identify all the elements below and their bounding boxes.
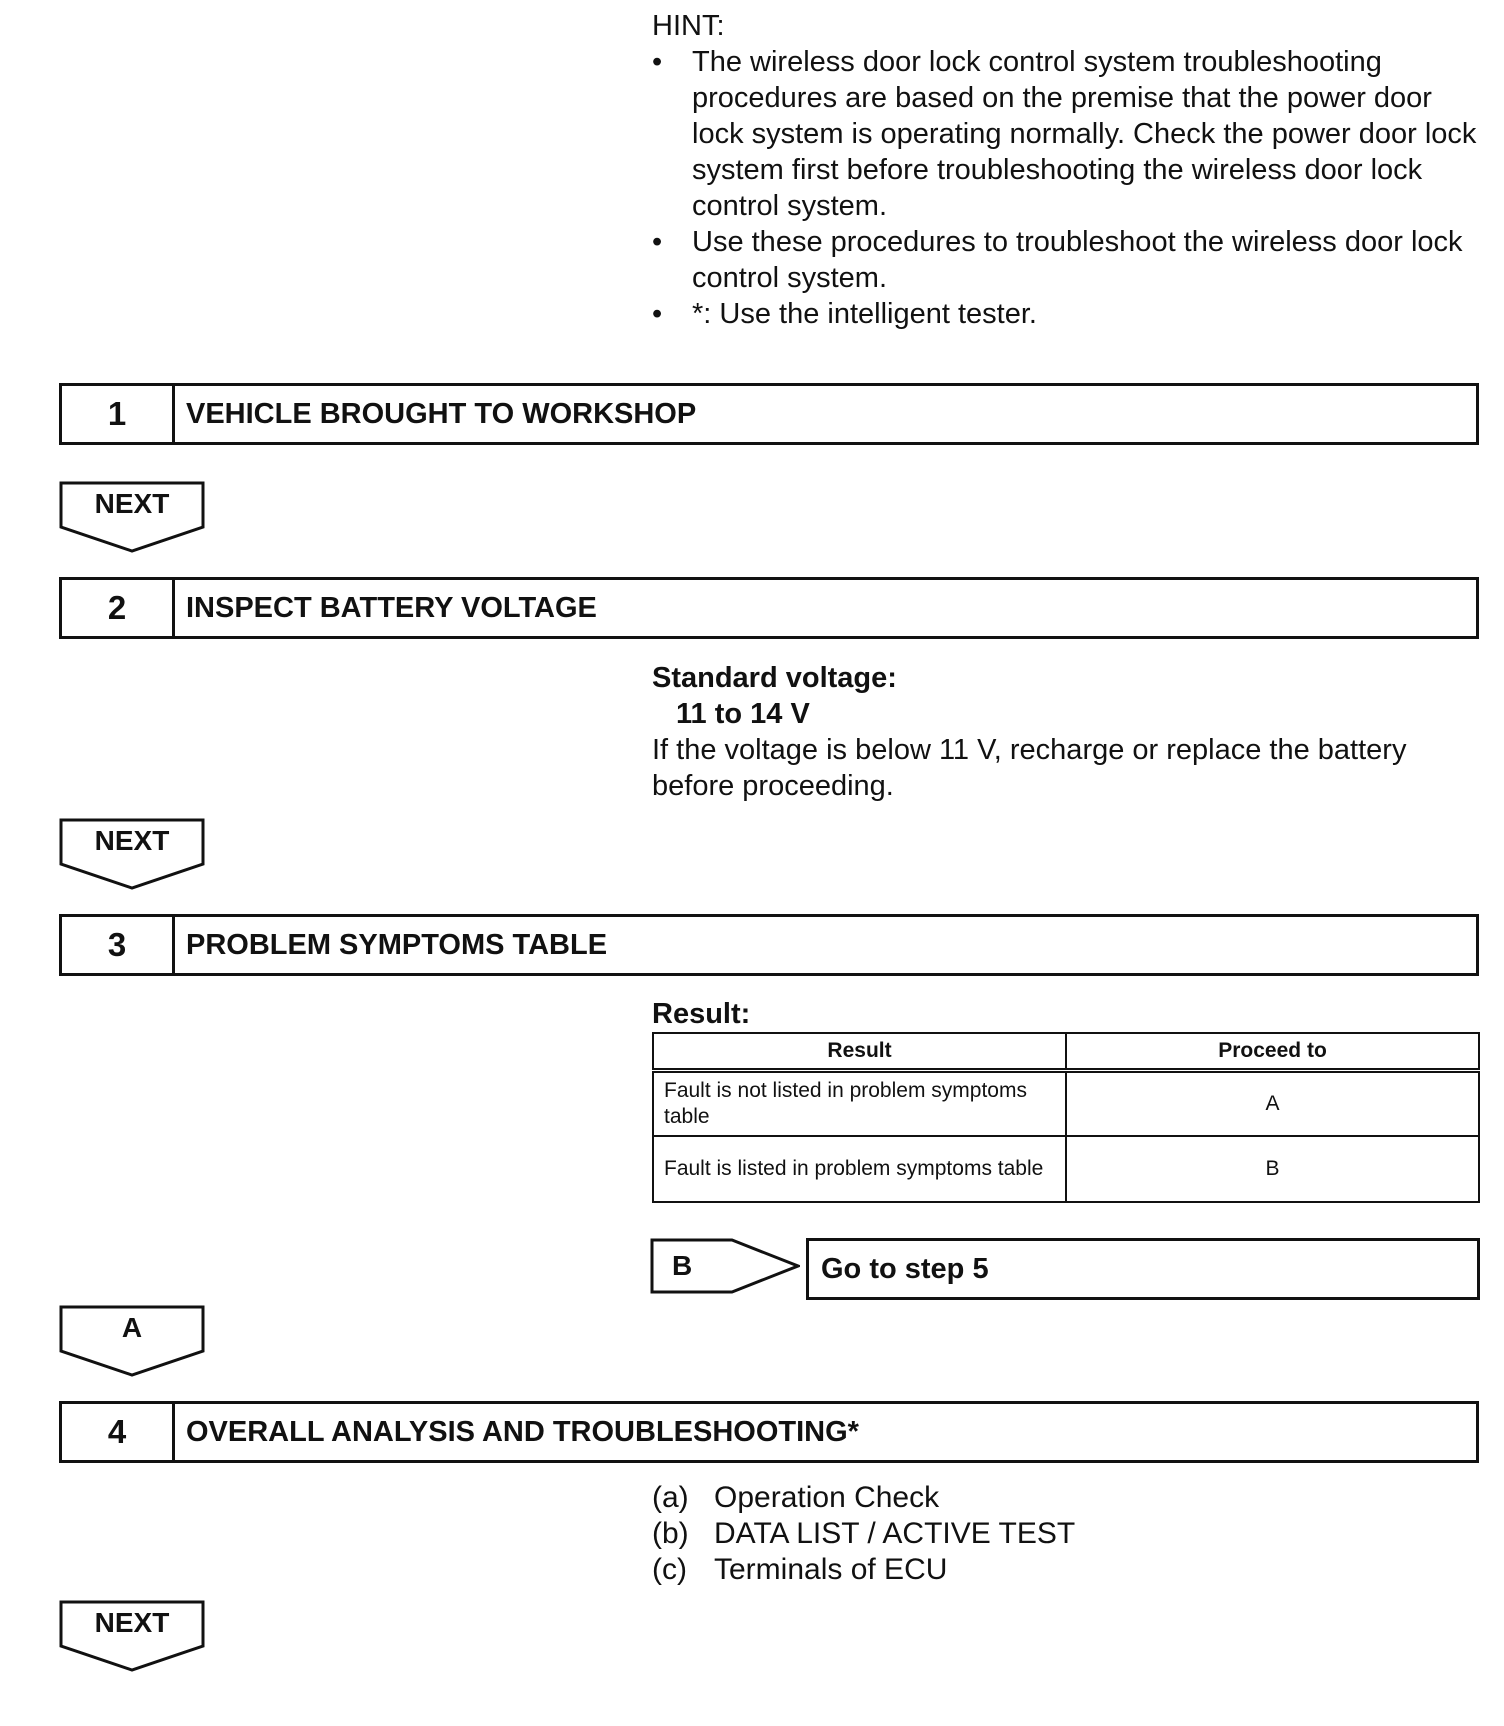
column-header-result: Result: [653, 1033, 1066, 1070]
hint-item-text: The wireless door lock control system troubleshooting procedures are based on the premise that the power door lock system is operating normally. Check the power door lock system first before troubleshooting the wireless door lock control system.: [692, 46, 1477, 222]
battery-note: If the voltage is below 11 V, recharge or replace the battery before proceeding.: [652, 734, 1407, 802]
table-row: [653, 1136, 1479, 1202]
bullet-icon: •: [652, 226, 663, 258]
step-4-header: [59, 1401, 1479, 1463]
step-number: 4: [62, 1404, 175, 1460]
list-item-tag: (a): [652, 1481, 689, 1514]
result-cell: Fault is not listed in problem symptoms table: [653, 1070, 1066, 1136]
list-item: [652, 1516, 1075, 1552]
next-arrow-4: [59, 1600, 205, 1672]
result-label: Result:: [652, 998, 751, 1030]
hint-item-text: *: Use the intelligent tester.: [692, 298, 1037, 330]
hint-item: [652, 224, 1482, 296]
step-number: 1: [62, 386, 175, 442]
standard-voltage-value: 11 to 14 V: [676, 698, 810, 730]
table-header-row: [653, 1033, 1479, 1070]
step-4-list: [652, 1480, 1075, 1588]
hint-item-text: Use these procedures to troubleshoot the wireless door lock control system.: [692, 226, 1463, 294]
list-item: [652, 1480, 1075, 1516]
step-number: 2: [62, 580, 175, 636]
list-item-text: Terminals of ECU: [714, 1553, 948, 1586]
branch-a-label: A: [121, 1312, 143, 1343]
hint-title: HINT:: [652, 10, 725, 42]
list-item-tag: (b): [652, 1517, 689, 1550]
proceed-cell: A: [1066, 1070, 1479, 1136]
proceed-cell: B: [1066, 1136, 1479, 1202]
next-arrow-2: [59, 818, 205, 890]
bullet-icon: •: [652, 298, 663, 330]
list-item-text: Operation Check: [714, 1481, 940, 1514]
branch-b-arrow: [650, 1238, 800, 1294]
result-table: [652, 1032, 1480, 1203]
step-title: OVERALL ANALYSIS AND TROUBLESHOOTING*: [186, 1415, 859, 1448]
list-item-text: DATA LIST / ACTIVE TEST: [714, 1517, 1076, 1550]
list-item: [652, 1552, 1075, 1588]
branch-a-arrow: [59, 1305, 205, 1377]
hint-item: [652, 44, 1482, 224]
step-title: INSPECT BATTERY VOLTAGE: [186, 591, 597, 624]
next-label: NEXT: [94, 1607, 170, 1638]
step-1-header: [59, 383, 1479, 445]
hint-item: [652, 296, 1482, 332]
step-title: PROBLEM SYMPTOMS TABLE: [186, 928, 608, 961]
next-arrow-1: [59, 481, 205, 553]
standard-voltage-label: Standard voltage:: [652, 662, 897, 694]
step-2-header: [59, 577, 1479, 639]
step-3-header: [59, 914, 1479, 976]
bullet-icon: •: [652, 46, 663, 78]
next-label: NEXT: [94, 825, 170, 856]
list-item-tag: (c): [652, 1553, 687, 1586]
step-title: VEHICLE BROUGHT TO WORKSHOP: [186, 397, 697, 430]
step-number: 3: [62, 917, 175, 973]
result-cell: Fault is listed in problem symptoms table: [653, 1136, 1066, 1202]
branch-label: B: [672, 1250, 693, 1281]
step-2-body: [652, 660, 1482, 804]
hint-list: [652, 44, 1482, 332]
hint-section: [652, 8, 1482, 332]
table-row: [653, 1070, 1479, 1136]
go-to-step-5-box: Go to step 5: [806, 1238, 1480, 1300]
column-header-proceed: Proceed to: [1066, 1033, 1479, 1070]
next-label: NEXT: [94, 488, 170, 519]
